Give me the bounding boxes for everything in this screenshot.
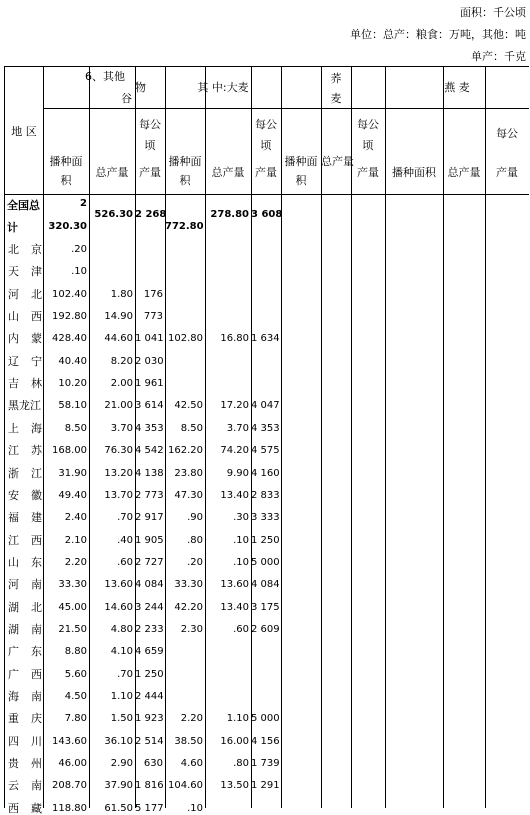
region-name-part: 山 (8, 555, 19, 569)
region-name-part: 上 (8, 421, 19, 435)
region-cell (5, 512, 45, 524)
table-cell-output: 44.60 (104, 333, 133, 345)
barley-area-header-l2: 积 (179, 174, 191, 187)
table-cell-b-output: 16.80 (220, 333, 249, 345)
table-cell-b-yield: 5 000 (251, 713, 280, 725)
table-cell-yield: 3 614 (135, 400, 164, 412)
table-cell-b-output: .10 (233, 556, 249, 568)
output-header: 总产量 (95, 166, 129, 179)
region-name-part: 四 (8, 734, 19, 748)
total-barley-yield: 3 608 (251, 209, 283, 220)
region-cell (5, 691, 45, 703)
table-cell-area: 168.00 (52, 445, 87, 457)
table-cell-yield: 176 (143, 288, 163, 300)
total-label-l1: 全国总 (7, 199, 40, 212)
table-cell-output: 61.50 (104, 802, 133, 814)
table-cell-yield: 3 244 (135, 601, 164, 613)
region-cell (5, 266, 45, 278)
table-cell-output: 21.00 (104, 400, 133, 412)
table-cell-area: 5.60 (64, 668, 87, 680)
region-name-part: 西 (31, 310, 42, 324)
table-cell-output: 1.50 (110, 713, 133, 725)
buckwheat-yield-header-l1: 每公 (357, 118, 379, 131)
oat-yield-header-l2: 产量 (496, 166, 518, 179)
group2-header: 其 中:大麦 (197, 81, 249, 94)
yield-header-l3: 产量 (139, 166, 161, 179)
table-cell-b-yield: 1 250 (251, 534, 280, 546)
table-cell-b-output: 9.90 (226, 467, 249, 479)
region-name-part: 河 (8, 578, 19, 592)
table-cell-b-area: 42.50 (174, 400, 203, 412)
table-cell-output: .40 (117, 534, 133, 546)
table-cell-output: 13.70 (104, 489, 133, 501)
total-area: 320.30 (48, 221, 87, 232)
region-name-part: 京 (31, 243, 42, 256)
barley-yield-header-l2: 顷 (260, 139, 272, 152)
table-cell-b-yield: 4 575 (251, 445, 280, 457)
table-cell-b-output: 13.40 (220, 489, 249, 501)
barley-yield-header-l1: 每公 (255, 118, 277, 131)
region-name-part: 北 (8, 243, 19, 256)
table-cell-b-area: 162.20 (168, 445, 203, 457)
group4-header: 燕 麦 (444, 81, 470, 94)
table-cell-yield: 2 917 (135, 512, 164, 524)
region-cell (5, 624, 45, 636)
region-name-part: 庆 (31, 712, 42, 726)
barley-area-header-l1: 播种面 (168, 155, 202, 168)
table-cell-b-yield: 1 291 (251, 780, 280, 792)
buckwheat-yield-header-l2: 顷 (362, 139, 374, 152)
region-cell (5, 289, 45, 301)
table-cell-area: 45.00 (58, 601, 87, 613)
table-cell-area: 21.50 (58, 623, 87, 635)
region-cell (5, 490, 45, 502)
region-name-part: 州 (31, 757, 42, 771)
region-name-part: 南 (31, 622, 42, 636)
table-cell-yield: 1 905 (135, 534, 164, 546)
table-cell-output: 2.00 (110, 378, 133, 390)
table-cell-b-area: 2.20 (180, 713, 203, 725)
table-cell-yield: 2 444 (135, 691, 164, 702)
table-cell-b-area: 38.50 (174, 735, 203, 747)
table-cell-output: 13.60 (104, 579, 133, 591)
table-cell-output: 14.90 (104, 311, 133, 323)
table-cell-area: 7.80 (64, 713, 87, 725)
table-cell-output: 4.10 (110, 646, 133, 658)
unit-area: 面积：千公顷 (460, 6, 526, 19)
region-name-part: 林 (31, 377, 42, 391)
table-cell-yield: 2 514 (135, 735, 164, 747)
table-cell-b-output: .10 (233, 534, 249, 546)
buckwheat-area-header-l1: 播种面 (284, 155, 318, 168)
table-cell-b-area: 8.50 (180, 422, 203, 434)
table-cell-b-yield: 3 175 (251, 601, 280, 613)
total-output: 526.30 (94, 209, 133, 220)
table-cell-b-area: 2.30 (180, 623, 203, 635)
table-cell-area: 8.80 (64, 646, 87, 658)
table-cell-b-output: 74.20 (220, 445, 249, 457)
region-name-part: 南 (31, 779, 42, 793)
region-name-part: 广 (8, 667, 19, 681)
region-cell (5, 780, 45, 792)
region-header: 地 区 (11, 125, 37, 138)
table-cell-area: 2.40 (64, 512, 87, 524)
table-cell-yield: 4 138 (135, 467, 164, 479)
table-cell-output: 4.80 (110, 623, 133, 635)
region-name-part: 藏 (31, 801, 42, 815)
region-cell (5, 535, 45, 547)
table-cell-area: 46.00 (58, 758, 87, 770)
table-cell-area: 118.80 (52, 802, 87, 814)
table-cell-b-area: 102.80 (168, 333, 203, 345)
table-cell-yield: 1 816 (135, 780, 164, 792)
oat-area-header: 播种面积 (392, 166, 436, 179)
table-cell-b-output: 16.00 (220, 735, 249, 747)
table-cell-b-output: .30 (233, 512, 249, 524)
buckwheat-area-header-l2: 积 (295, 174, 307, 187)
region-cell (5, 579, 45, 591)
table-cell-yield: 773 (143, 311, 163, 323)
table-cell-area: .10 (71, 266, 87, 278)
region-name-part: 湖 (8, 600, 19, 614)
table-cell-b-area: .10 (187, 802, 203, 814)
table-cell-b-output: 17.20 (220, 400, 249, 412)
region-name-part: 宁 (31, 354, 42, 368)
oat-output-header: 总产量 (447, 166, 481, 179)
yield-header-l1: 每公 (139, 118, 161, 131)
region-name-part: 海 (8, 690, 19, 703)
region-cell (5, 244, 45, 256)
region-name-part: 湖 (8, 622, 19, 636)
group1-header: 6、其他 (85, 70, 125, 83)
total-barley-output: 278.80 (210, 209, 249, 220)
region-name-part: 安 (8, 488, 19, 502)
table-cell-b-area: 104.60 (168, 780, 203, 792)
region-name-part: 东 (31, 555, 42, 569)
region-name-part: 北 (31, 287, 42, 301)
total-area-top: 2 (80, 198, 87, 209)
table-cell-area: 102.40 (52, 288, 87, 300)
unit-yield: 单产：千克 (471, 50, 526, 63)
table-cell-area: 58.10 (58, 400, 87, 412)
region-cell (5, 378, 45, 390)
region-name-part: 西 (8, 801, 19, 815)
table-cell-b-output: 13.60 (220, 579, 249, 591)
table-cell-output: 8.20 (110, 355, 133, 367)
table-cell-area: 33.30 (58, 579, 87, 591)
table-cell-b-area: .80 (187, 534, 203, 546)
region-cell (5, 356, 45, 368)
table-cell-yield: 4 542 (135, 445, 164, 457)
table-cell-b-output: 3.70 (226, 422, 249, 434)
table-cell-yield: 1 041 (135, 333, 164, 345)
region-name-part: 辽 (8, 354, 19, 368)
table-cell-output: .70 (117, 512, 133, 524)
table-cell-yield: 2 030 (135, 355, 164, 367)
table-cell-area: 143.60 (52, 735, 87, 747)
region-name-part: 黑龙江 (8, 399, 41, 413)
table-cell-b-area: 33.30 (174, 579, 203, 591)
region-name-part: 建 (31, 511, 42, 525)
table-cell-output: 76.30 (104, 445, 133, 457)
statistics-table (4, 66, 529, 815)
region-name-part: 津 (31, 265, 42, 279)
region-cell (5, 758, 45, 770)
table-cell-area: 10.20 (58, 378, 87, 390)
group3-header-2: 麦 (330, 92, 342, 105)
table-cell-area: 31.90 (58, 467, 87, 479)
table-cell-area: 2.20 (64, 556, 87, 568)
table-cell-yield: 1 250 (135, 668, 164, 680)
total-barley-area: 772.80 (165, 221, 204, 232)
total-label-l2: 计 (7, 221, 18, 234)
region-name-part: 云 (8, 779, 19, 793)
table-cell-yield: 630 (143, 758, 163, 770)
region-cell (5, 333, 45, 345)
table-cell-yield: 4 659 (135, 646, 164, 658)
table-cell-b-area: 23.80 (174, 467, 203, 479)
region-cell (5, 713, 45, 725)
table-cell-yield: 2 773 (135, 489, 164, 501)
table-cell-b-yield: 4 084 (251, 579, 280, 591)
table-cell-b-yield: 2 609 (251, 623, 280, 635)
region-name-part: 西 (31, 667, 42, 681)
region-name-part: 吉 (8, 377, 19, 391)
table-cell-b-yield: 2 833 (251, 489, 280, 501)
table-cell-b-yield: 1 739 (251, 758, 280, 770)
table-cell-output: 2.90 (110, 758, 133, 770)
group1-header-wu: 物 (135, 81, 146, 94)
table-cell-b-yield: 1 634 (251, 333, 280, 345)
region-name-part: 重 (8, 712, 19, 726)
buckwheat-output-header: 总产量 (321, 155, 354, 168)
region-cell (5, 736, 45, 748)
table-cell-output: 1.80 (110, 288, 133, 300)
table-cell-b-area: 42.20 (174, 601, 203, 613)
table-cell-area: 8.50 (64, 422, 87, 434)
region-name-part: 川 (31, 734, 42, 748)
table-cell-b-output: .60 (233, 623, 249, 635)
region-cell (5, 468, 45, 480)
total-yield: 2 268 (135, 209, 167, 220)
table-cell-b-area: 4.60 (180, 758, 203, 770)
region-name-part: 东 (31, 645, 42, 659)
region-name-part: 浙 (8, 466, 19, 480)
group3-header: 荞 (330, 72, 342, 85)
region-cell (5, 311, 45, 323)
table-cell-b-area: 47.30 (174, 489, 203, 501)
table-cell-output: 14.60 (104, 601, 133, 613)
region-name-part: 南 (31, 578, 42, 592)
area-header-l2: 积 (60, 174, 72, 187)
table-cell-area: 192.80 (52, 311, 87, 323)
region-name-part: 贵 (8, 757, 19, 771)
table-cell-yield: 4 353 (135, 422, 164, 434)
region-name-part: 南 (31, 690, 42, 703)
region-name-part: 海 (31, 421, 42, 435)
barley-output-header: 总产量 (211, 166, 245, 179)
table-cell-area: 2.10 (64, 534, 87, 546)
table-cell-output: 1.10 (110, 691, 133, 702)
table-cell-b-output: .80 (233, 758, 249, 770)
region-name-part: 河 (8, 287, 19, 301)
region-name-part: 福 (8, 511, 19, 525)
region-cell (5, 400, 45, 412)
table-cell-area: 40.40 (58, 355, 87, 367)
table-cell-b-yield: 3 333 (251, 512, 280, 524)
table-cell-b-yield: 4 047 (251, 400, 280, 412)
region-cell (5, 423, 45, 435)
table-cell-yield: 1 961 (135, 378, 164, 390)
unit-output: 单位：总产：粮食：万吨，其他：吨 (350, 28, 526, 41)
table-cell-b-yield: 5 000 (251, 556, 280, 568)
table-cell-b-area: .90 (187, 512, 203, 524)
region-name-part: 蒙 (31, 332, 42, 346)
table-cell-yield: 2 727 (135, 556, 164, 568)
table-cell-b-yield: 4 353 (251, 422, 280, 434)
table-cell-b-output: 13.50 (220, 780, 249, 792)
table-cell-yield: 1 923 (135, 713, 164, 725)
table-cell-b-area: .20 (187, 556, 203, 568)
region-name-part: 江 (31, 466, 42, 480)
area-header-l1: 播种面 (49, 155, 83, 168)
region-cell (5, 803, 45, 815)
table-cell-b-output: 1.10 (226, 713, 249, 725)
barley-yield-header-l3: 产量 (255, 166, 277, 179)
region-name-part: 江 (8, 444, 19, 458)
table-cell-b-output: 13.40 (220, 601, 249, 613)
region-name-part: 山 (8, 310, 19, 324)
table-cell-output: .70 (117, 668, 133, 680)
table-cell-output: 37.90 (104, 780, 133, 792)
region-cell (5, 646, 45, 658)
table-cell-output: 13.20 (104, 467, 133, 479)
table-cell-output: 36.10 (104, 735, 133, 747)
region-name-part: 苏 (31, 444, 42, 458)
region-cell (5, 557, 45, 569)
table-cell-yield: 2 233 (135, 623, 164, 635)
table-cell-area: 49.40 (58, 489, 87, 501)
buckwheat-yield-header-l3: 产量 (357, 166, 379, 179)
table-cell-yield: 4 084 (135, 579, 164, 591)
table-cell-output: 3.70 (110, 422, 133, 434)
table-cell-output: .60 (117, 556, 133, 568)
region-name-part: 西 (31, 533, 42, 547)
region-name-part: 天 (8, 265, 19, 279)
table-cell-b-yield: 4 160 (251, 467, 280, 479)
table-cell-area: 428.40 (52, 333, 87, 345)
table-cell-yield: 5 177 (135, 802, 164, 814)
oat-yield-header-l1: 每公 (496, 127, 518, 140)
region-name-part: 江 (8, 533, 19, 547)
region-name-part: 徽 (31, 488, 42, 502)
region-cell (5, 445, 45, 457)
table-cell-b-yield: 4 156 (251, 735, 280, 747)
group1-header-gu: 谷 (121, 92, 132, 105)
region-cell (5, 602, 45, 614)
region-cell (5, 669, 45, 681)
table-cell-area: .20 (71, 244, 87, 255)
yield-header-l2: 顷 (144, 139, 156, 152)
table-cell-area: 208.70 (52, 780, 87, 792)
region-name-part: 内 (8, 332, 19, 346)
region-name-part: 北 (31, 600, 42, 614)
region-name-part: 广 (8, 645, 19, 659)
table-cell-area: 4.50 (64, 691, 87, 702)
